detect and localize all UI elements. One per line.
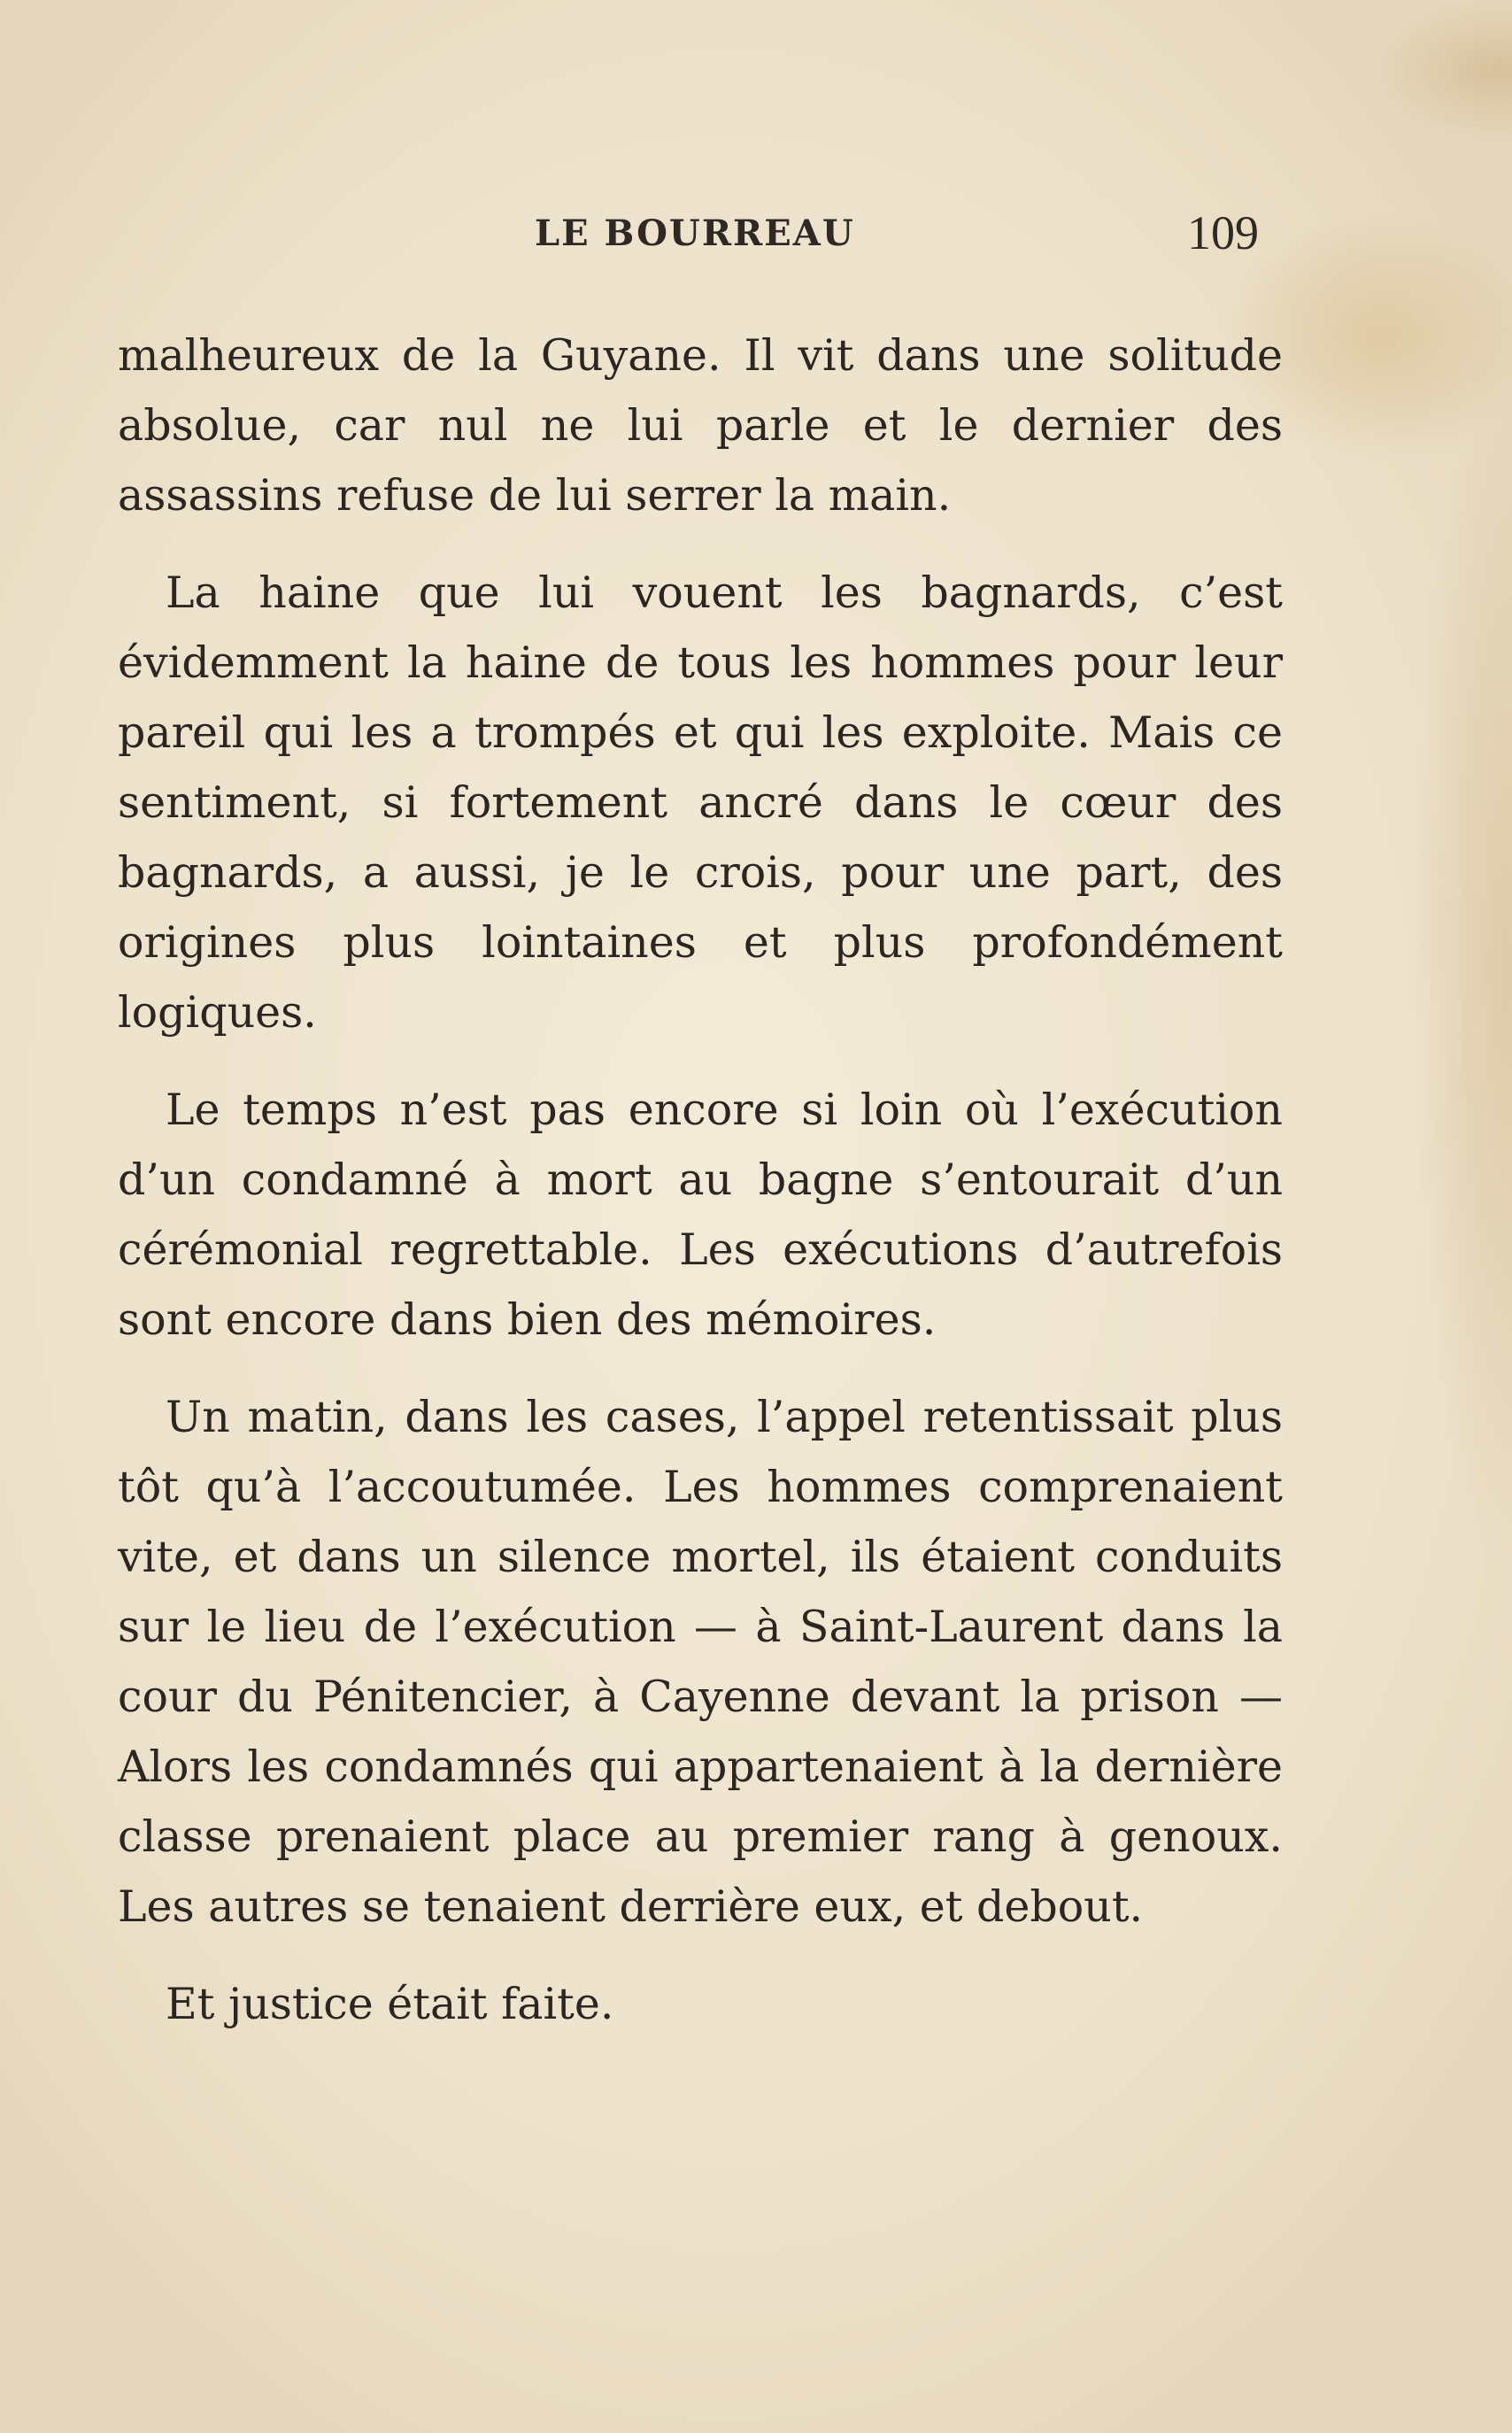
running-title: LE BOURREAU [535, 212, 855, 254]
paragraph-2: La haine que lui vouent les bagnards, c’est évidemment la haine de tous les hommes pour leur pareil qui les a trompés et qui les exploite. Mais ce sentiment, si fortement ancré dans le cœur des bagnards, a aussi, je le crois, pour une part, des origines plus lointaines et plus profondément logiques. [118, 568, 1283, 1038]
paragraph-3: Le temps n’est pas encore si loin où l’exécution d’un condamné à mort au bagne s’entourait d’un cérémonial regrettable. Les exécutions d’autrefois sont encore dans bien des mémoires. [118, 1085, 1283, 1345]
paragraph-5: Et justice était faite. [166, 1979, 614, 2029]
page-number: 109 [1187, 206, 1259, 259]
body-text [118, 321, 1283, 2066]
paragraph-1: malheureux de la Guyane. Il vit dans une solitude absolue, car nul ne lui parle et le dernier des assassins refuse de lui serrer la main. [118, 330, 1283, 521]
paragraph-4: Un matin, dans les cases, l’appel retentissait plus tôt qu’à l’accoutumée. Les hommes comprenaient vite, et dans un silence mortel, ils étaient conduits sur le lieu de l’exécution — à Saint-Laurent dans la cour du Pénitencier, à Cayenne devant la prison — Alors les condamnés qui appartenaient à la dernière classe prenaient place au premier rang à genoux. Les autres se tenaient derrière eux, et debout. [118, 1392, 1283, 1932]
